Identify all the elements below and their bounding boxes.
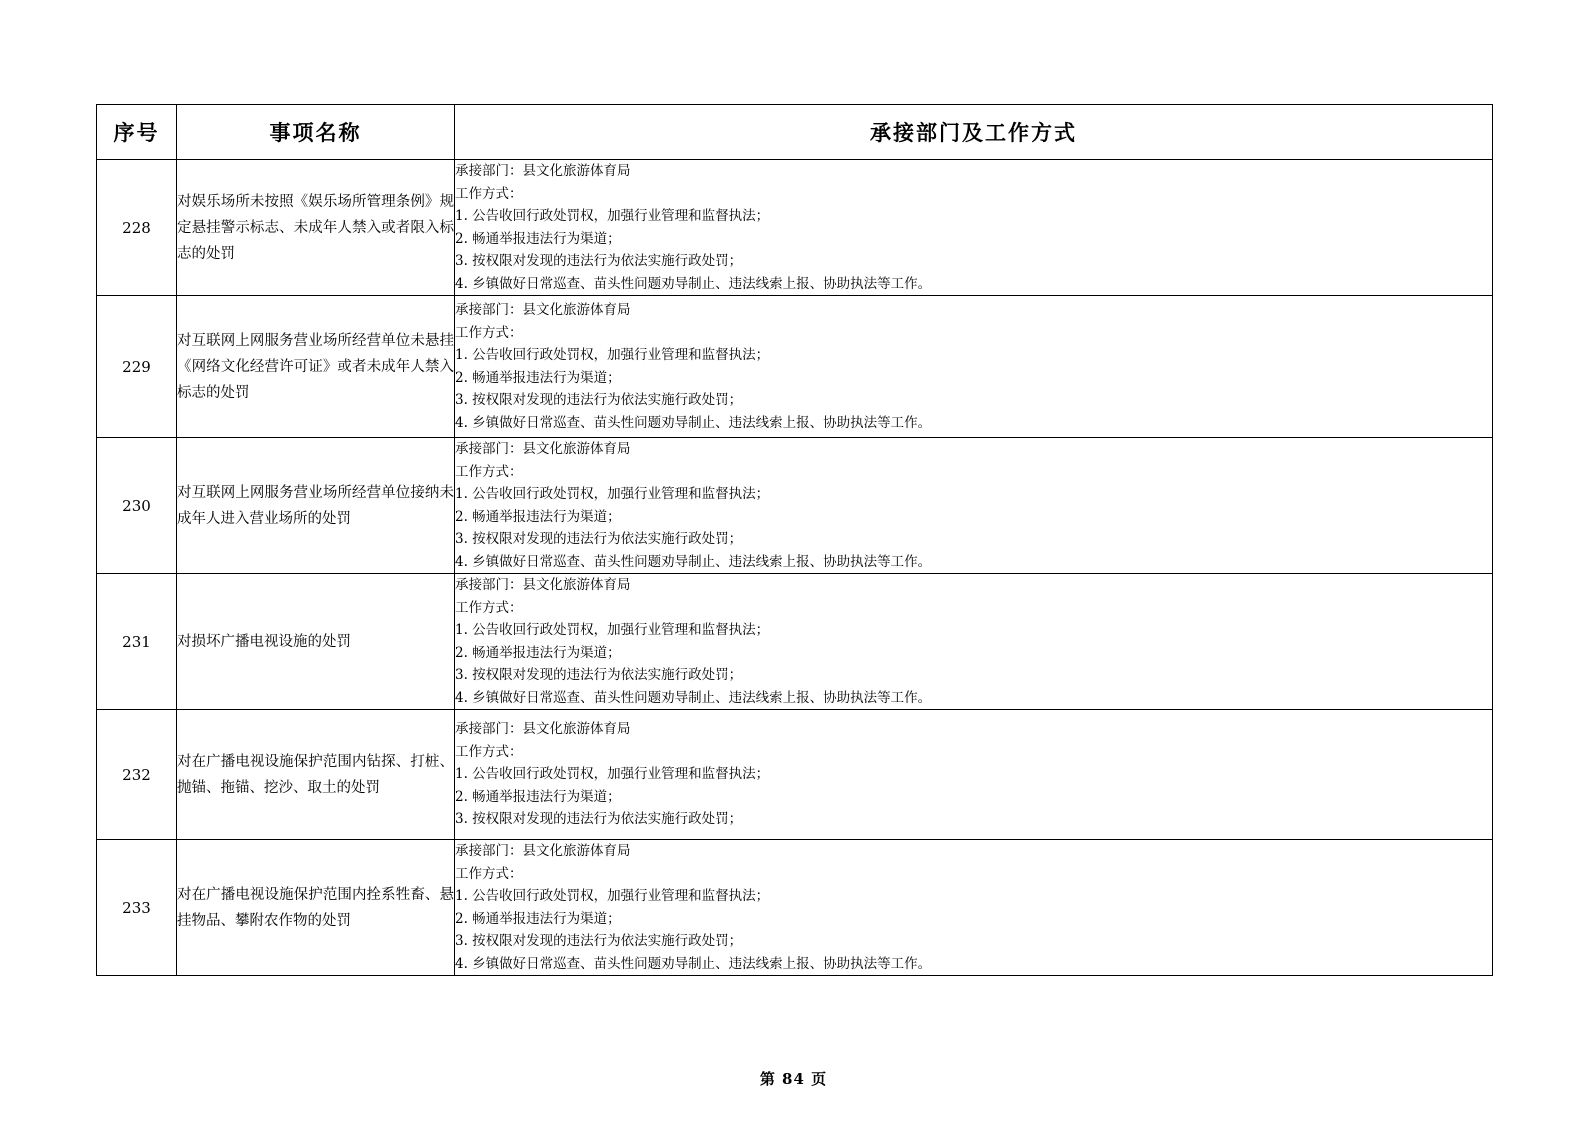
column-header-name: 事项名称 [177, 105, 455, 160]
dept-line: 工作方式： [455, 185, 523, 202]
table-row [97, 296, 1493, 438]
dept-line: 2. 畅通举报违法行为渠道； [455, 910, 621, 927]
dept-line: 承接部门：县文化旅游体育局 [455, 441, 631, 457]
dept-line: 1. 公告收回行政处罚权，加强行业管理和监督执法； [455, 622, 770, 638]
table-row [97, 840, 1493, 976]
row-seq: 232 [97, 710, 177, 840]
dept-line: 1. 公告收回行政处罚权，加强行业管理和监督执法； [455, 347, 770, 363]
dept-line: 工作方式： [455, 743, 523, 760]
dept-line: 工作方式： [455, 599, 523, 616]
column-header-seq: 序号 [97, 105, 177, 160]
table-header-row [97, 105, 1493, 160]
row-item-name: 对娱乐场所未按照《娱乐场所管理条例》规定悬挂警示标志、未成年人禁入或者限入标志的处罚 [177, 160, 455, 296]
dept-line: 工作方式： [455, 865, 523, 882]
row-item-name: 对在广播电视设施保护范围内钻探、打桩、抛锚、拖锚、挖沙、取土的处罚 [177, 710, 455, 840]
dept-line: 承接部门：县文化旅游体育局 [455, 721, 631, 738]
row-dept-method [455, 296, 1493, 438]
row-item-name: 对互联网上网服务营业场所经营单位接纳未成年人进入营业场所的处罚 [177, 438, 455, 574]
table-row [97, 710, 1493, 840]
dept-line: 1. 公告收回行政处罚权，加强行业管理和监督执法； [455, 766, 770, 783]
table-row [97, 574, 1493, 710]
dept-line: 3. 按权限对发现的违法行为依法实施行政处罚； [455, 253, 743, 269]
dept-line: 1. 公告收回行政处罚权，加强行业管理和监督执法； [455, 208, 770, 224]
row-dept-method [455, 160, 1493, 296]
dept-line: 4. 乡镇做好日常巡查、苗头性问题劝导制止、违法线索上报、协助执法等工作。 [455, 689, 932, 706]
page-number: 第 84 页 [759, 1070, 828, 1088]
row-dept-method [455, 574, 1493, 710]
row-dept-method [455, 438, 1493, 574]
dept-line: 4. 乡镇做好日常巡查、苗头性问题劝导制止、违法线索上报、协助执法等工作。 [455, 553, 932, 570]
dept-line: 4. 乡镇做好日常巡查、苗头性问题劝导制止、违法线索上报、协助执法等工作。 [455, 275, 932, 292]
row-item-name: 对损坏广播电视设施的处罚 [177, 574, 455, 710]
row-seq: 230 [97, 438, 177, 574]
row-seq: 229 [97, 296, 177, 438]
dept-line: 3. 按权限对发现的违法行为依法实施行政处罚； [455, 933, 743, 949]
dept-line: 3. 按权限对发现的违法行为依法实施行政处罚； [455, 811, 743, 828]
dept-line: 2. 畅通举报违法行为渠道； [455, 788, 621, 805]
row-item-name: 对互联网上网服务营业场所经营单位未悬挂《网络文化经营许可证》或者未成年人禁入标志的处罚 [177, 296, 455, 438]
dept-line: 4. 乡镇做好日常巡查、苗头性问题劝导制止、违法线索上报、协助执法等工作。 [455, 955, 932, 972]
row-seq: 233 [97, 840, 177, 976]
row-dept-method [455, 840, 1493, 976]
dept-line: 承接部门：县文化旅游体育局 [455, 302, 631, 318]
row-seq: 231 [97, 574, 177, 710]
table-row [97, 160, 1493, 296]
dept-line: 3. 按权限对发现的违法行为依法实施行政处罚； [455, 667, 743, 683]
dept-line: 4. 乡镇做好日常巡查、苗头性问题劝导制止、违法线索上报、协助执法等工作。 [455, 414, 932, 431]
dept-line: 工作方式： [455, 463, 523, 480]
row-item-name: 对在广播电视设施保护范围内拴系牲畜、悬挂物品、攀附农作物的处罚 [177, 840, 455, 976]
dept-line: 1. 公告收回行政处罚权，加强行业管理和监督执法； [455, 486, 770, 502]
page-footer [0, 1068, 1587, 1089]
dept-line: 承接部门：县文化旅游体育局 [455, 163, 631, 179]
table-row [97, 438, 1493, 574]
items-table [96, 104, 1493, 976]
dept-line: 2. 畅通举报违法行为渠道； [455, 230, 621, 247]
dept-line: 工作方式： [455, 324, 523, 341]
column-header-dept: 承接部门及工作方式 [455, 105, 1493, 160]
dept-line: 3. 按权限对发现的违法行为依法实施行政处罚； [455, 392, 743, 408]
dept-line: 承接部门：县文化旅游体育局 [455, 577, 631, 593]
dept-line: 承接部门：县文化旅游体育局 [455, 843, 631, 859]
row-seq: 228 [97, 160, 177, 296]
dept-line: 1. 公告收回行政处罚权，加强行业管理和监督执法； [455, 888, 770, 904]
dept-line: 2. 畅通举报违法行为渠道； [455, 369, 621, 386]
dept-line: 2. 畅通举报违法行为渠道； [455, 644, 621, 661]
dept-line: 2. 畅通举报违法行为渠道； [455, 508, 621, 525]
dept-line: 3. 按权限对发现的违法行为依法实施行政处罚； [455, 531, 743, 547]
row-dept-method [455, 710, 1493, 840]
